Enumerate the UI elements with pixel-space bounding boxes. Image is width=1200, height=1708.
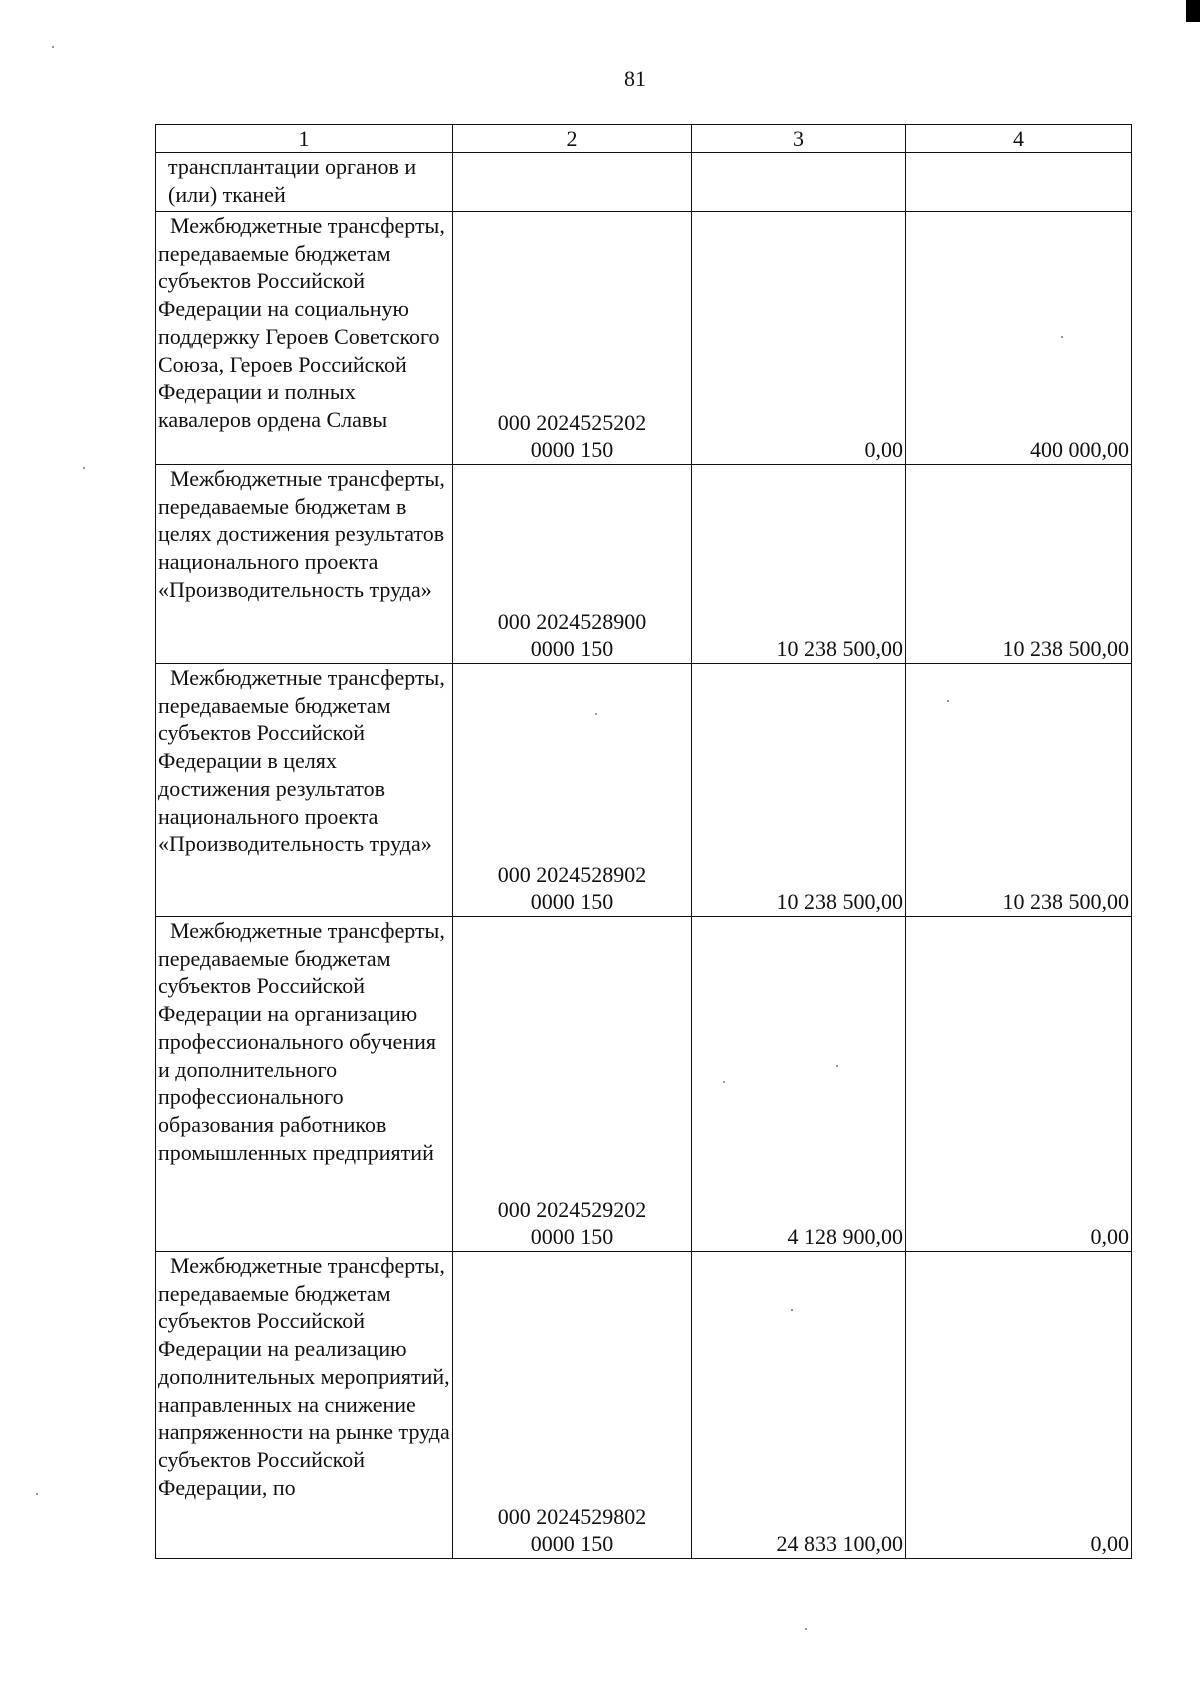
row-name-cell: [156, 212, 453, 465]
scan-speck: [52, 46, 54, 48]
row-value-col4: 10 238 500,00: [906, 465, 1132, 664]
row-value-col3: 4 128 900,00: [692, 917, 906, 1252]
row-code-suffix: 0000 150: [530, 1224, 614, 1250]
row-value-col3: [692, 153, 906, 212]
row-name: Межбюджетные трансферты, передаваемые бюджетам субъектов Российской Федерации на реализацию дополнительных мероприятий, направленных на снижение напряженности на рынке труда субъектов Российской Федерации, по: [158, 1253, 450, 1500]
row-value-col4: 400 000,00: [906, 212, 1132, 465]
column-header-3: 3: [692, 125, 906, 153]
row-value-col4: 10 238 500,00: [906, 664, 1132, 917]
row-value-col4: 0,00: [906, 917, 1132, 1252]
row-code: [453, 212, 692, 465]
row-code-main: 000 2024528902: [497, 861, 647, 887]
row-code-suffix: 0000 150: [530, 636, 614, 662]
scan-speck: [83, 467, 85, 469]
row-value-col3: 10 238 500,00: [692, 664, 906, 917]
scan-speck: [36, 1493, 38, 1495]
row-name: Межбюджетные трансферты, передаваемые бюджетам субъектов Российской Федерации на социальную поддержку Героев Советского Союза, Героев Российской Федерации и полных кавалеров ордена Славы: [158, 213, 445, 432]
row-code: [453, 1252, 692, 1559]
row-code-main: 000 2024528900: [497, 608, 647, 634]
row-name: Межбюджетные трансферты, передаваемые бюджетам субъектов Российской Федерации на организацию профессионального обучения и дополнительного профессионального образования работников промышленных предприятий: [158, 918, 445, 1165]
row-name: Межбюджетные трансферты, передаваемые бюджетам в целях достижения результатов национального проекта «Производительность труда»: [158, 466, 445, 602]
row-code: [453, 917, 692, 1252]
row-code: [453, 153, 692, 212]
row-code-main: 000 2024529802: [497, 1503, 647, 1529]
scan-speck: [805, 1628, 807, 1630]
row-name-cell: [156, 917, 453, 1252]
row-value-col3: 24 833 100,00: [692, 1252, 906, 1559]
table-row: [156, 664, 1132, 917]
row-value-col3: 0,00: [692, 212, 906, 465]
table-row: [156, 917, 1132, 1252]
row-code-suffix: 0000 150: [530, 437, 614, 463]
header-row: [156, 125, 1132, 153]
column-header-4: 4: [906, 125, 1132, 153]
table-row: [156, 153, 1132, 212]
row-name: трансплантации органов и (или) тканей: [156, 153, 453, 212]
row-value-col4: 0,00: [906, 1252, 1132, 1559]
row-name-cell: [156, 1252, 453, 1559]
row-code-suffix: 0000 150: [530, 1531, 614, 1557]
column-header-1: 1: [156, 125, 453, 153]
row-name-cell: [156, 465, 453, 664]
table-row: [156, 465, 1132, 664]
row-name: Межбюджетные трансферты, передаваемые бюджетам субъектов Российской Федерации в целях достижения результатов национального проекта «Производительность труда»: [158, 665, 445, 857]
row-code: [453, 664, 692, 917]
budget-table: [155, 124, 1132, 1559]
row-value-col4: [906, 153, 1132, 212]
row-code-main: 000 2024529202: [497, 1196, 647, 1222]
row-code-suffix: 0000 150: [530, 889, 614, 915]
scan-corner-mark: [1186, 0, 1200, 22]
row-code: [453, 465, 692, 664]
page-number: 81: [624, 66, 646, 91]
row-code-main: 000 2024525202: [497, 409, 647, 435]
row-value-col3: 10 238 500,00: [692, 465, 906, 664]
row-name-cell: [156, 664, 453, 917]
column-header-2: 2: [453, 125, 692, 153]
table-row: [156, 212, 1132, 465]
table-row: [156, 1252, 1132, 1559]
